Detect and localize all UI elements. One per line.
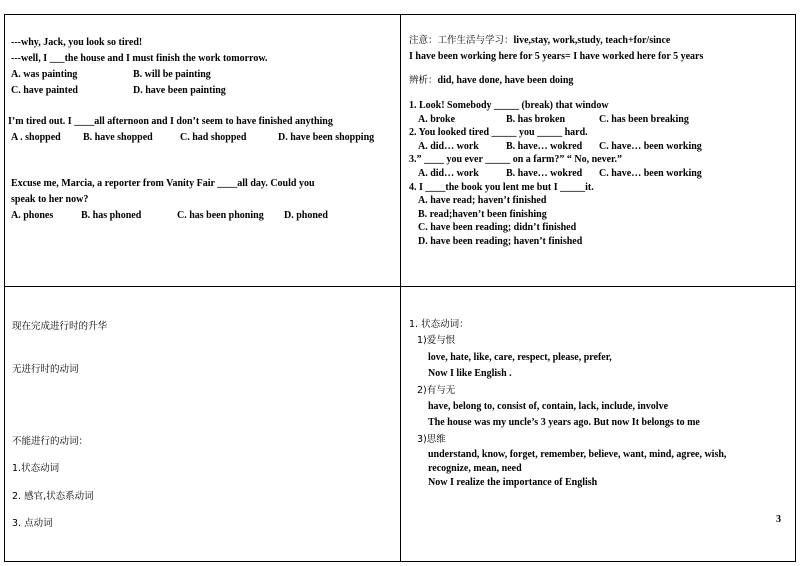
have-not-heading: 2)有与无: [417, 384, 456, 396]
q2-option-d: D. have been shopping: [278, 132, 375, 143]
thinking-words-2: recognize, mean, need: [428, 462, 522, 474]
thinking-words-1: understand, know, forget, remember, believe, want, mind, agree, wish,: [428, 449, 727, 461]
ex4-option-d: D. have been reading; haven’t finished: [418, 235, 583, 247]
no-progressive-verbs: 无进行时的动词: [12, 364, 79, 375]
q3-option-a: A. phones: [11, 210, 54, 221]
q3-option-b: B. has phoned: [81, 210, 142, 221]
q3-stem-line2: speak to her now?: [11, 194, 89, 205]
q1-option-a: A. was painting: [11, 69, 78, 80]
ex4-option-a: A. have read; haven’t finished: [418, 195, 547, 207]
q3-stem-line1: Excuse me, Marcia, a reporter from Vanity Fair ____all day. Could you: [11, 178, 315, 189]
love-hate-words: love, hate, like, care, respect, please, prefer,: [428, 351, 612, 363]
question-3: [11, 176, 328, 224]
ex3-option-a: A. did… work: [418, 167, 479, 179]
cannot-progressive-heading: 不能进行的动词：: [12, 436, 89, 447]
ex3-option-c: C. have… been working: [599, 167, 702, 179]
exercise-4: 4. I ____the book you lent me but I _____it.: [409, 181, 594, 193]
distinguish-label: 辨析：: [409, 75, 438, 86]
ex4-option-c: C. have been reading; didn’t finished: [418, 222, 577, 234]
q1-option-d: D. have been painting: [133, 85, 226, 96]
topic-title: 现在完成进行时的升华: [12, 321, 108, 332]
q2-option-c: C. had shopped: [180, 132, 247, 143]
question-1: [11, 35, 268, 99]
point-verbs-item: 3. 点动词: [12, 518, 53, 529]
question-2: [8, 114, 374, 146]
horizontal-divider: [4, 286, 796, 287]
ex1-option-b: B. has broken: [506, 113, 566, 125]
exercise-1: 1. Look! Somebody _____ (break) that window: [409, 100, 609, 111]
love-hate-example: Now I like English .: [428, 368, 512, 380]
ex3-option-b: B. have… wokred: [506, 167, 583, 179]
ex1-option-a: A. broke: [418, 113, 456, 125]
thinking-heading: 3)思维: [417, 433, 446, 445]
ex2-option-c: C. have… been working: [599, 140, 702, 152]
ex2-option-b: B. have… wokred: [506, 140, 583, 152]
top-right-notes: [409, 33, 703, 89]
q1-option-b: B. will be painting: [133, 69, 211, 80]
have-not-example: The house was my uncle’s 3 years ago. But now It belongs to me: [428, 417, 700, 429]
stative-heading: 1. 状态动词：: [409, 319, 469, 330]
page-number: 3: [776, 514, 781, 525]
q2-option-a: A . shopped: [11, 132, 61, 143]
sense-linking-verbs-item: 2. 感官,状态系动词: [12, 491, 94, 502]
q2-stem: I’m tired out. I ____all afternoon and I don’t seem to have finished anything: [8, 116, 333, 127]
q1-line1: ---why, Jack, you look so tired!: [11, 37, 143, 48]
ex4-option-b: B. read;haven’t been finishing: [418, 208, 547, 220]
q3-option-c: C. has been phoning: [177, 210, 264, 221]
love-hate-heading: 1)爱与恨: [417, 335, 456, 347]
thinking-example: Now I realize the importance of English: [428, 477, 598, 489]
distinguish-words: did, have done, have been doing: [437, 75, 574, 86]
stative-verbs-list: [409, 317, 726, 492]
note-words: live,stay, work,study, teach+for/since: [513, 35, 671, 46]
exercise-3: 3.” ____ you ever _____ on a farm?” “ No, never.”: [409, 154, 623, 166]
q1-option-c: C. have painted: [11, 85, 78, 96]
note-label: 注意：工作生活与学习：: [409, 35, 514, 46]
q1-line2: ---well, I ___the house and I must finish the work tomorrow.: [11, 53, 268, 64]
q3-option-d: D. phoned: [284, 210, 328, 221]
exercise-2: 2. You looked tired _____ you _____ hard.: [409, 127, 588, 139]
have-not-words: have, belong to, consist of, contain, lack, include, involve: [428, 401, 669, 413]
vertical-divider: [400, 14, 401, 562]
note-example: I have been working here for 5 years= I have worked here for 5 years: [409, 51, 704, 62]
top-right-exercises: [409, 99, 702, 249]
ex1-option-c: C. has been breaking: [599, 113, 689, 125]
stative-verbs-item: 1.状态动词: [12, 463, 60, 474]
ex2-option-a: A. did… work: [418, 140, 479, 152]
q2-option-b: B. have shopped: [83, 132, 153, 143]
